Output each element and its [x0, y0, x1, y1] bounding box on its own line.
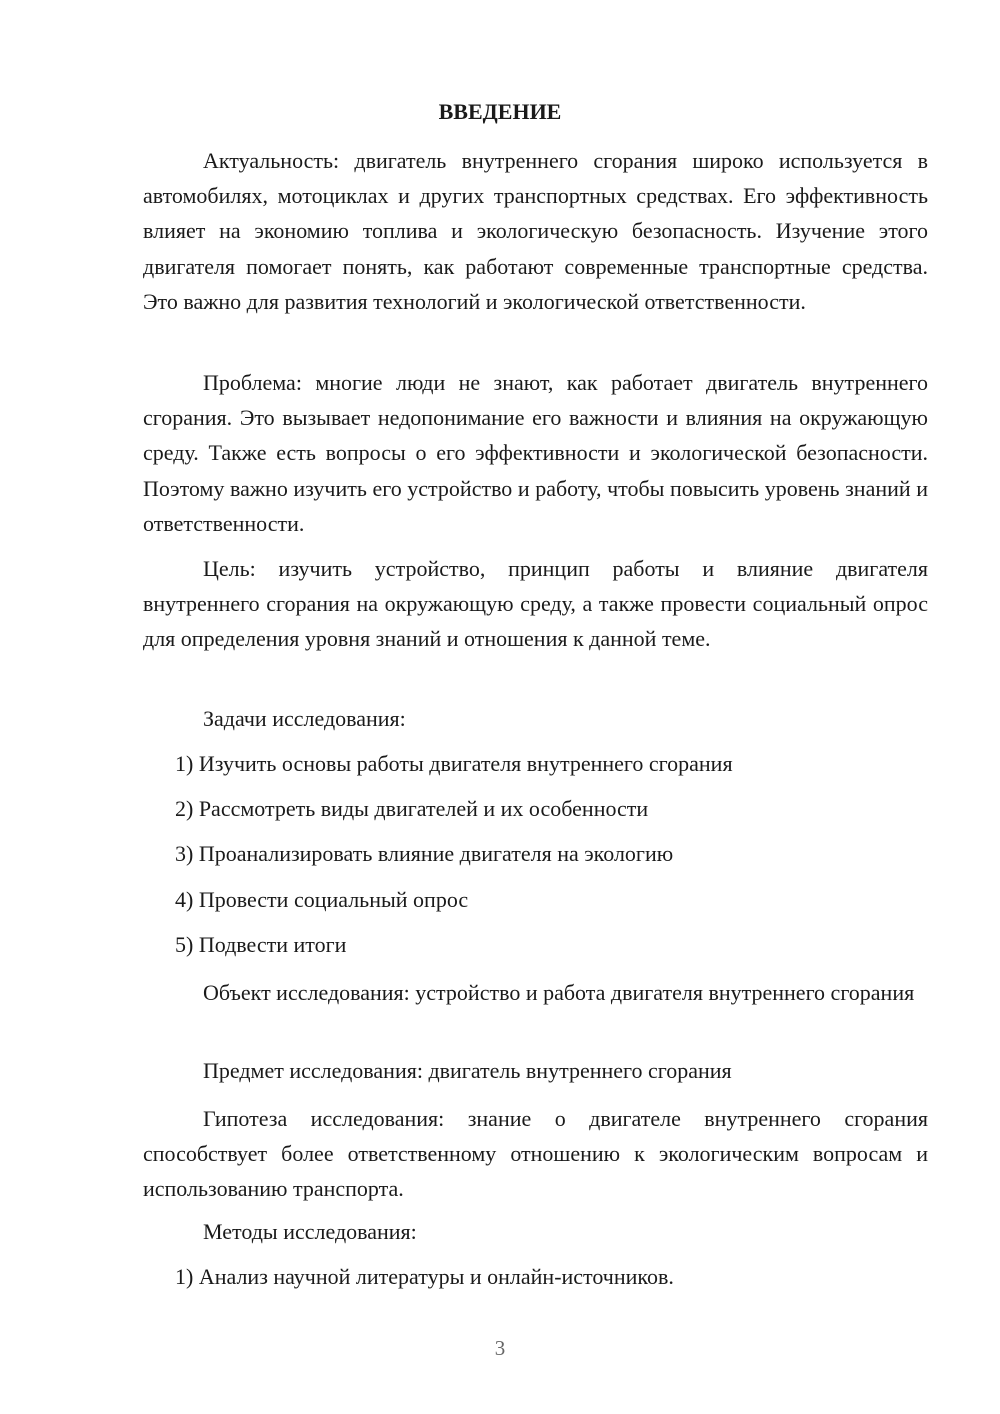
method-item-1: 1) Анализ научной литературы и онлайн-источников. [175, 1264, 674, 1289]
task-item-5: 5) Подвести итоги [175, 932, 347, 957]
page-number: 3 [494, 1336, 506, 1360]
paragraph-relevance: Актуальность: двигатель внутреннего сгорания широко используется в автомобилях, мотоциклах и других транспортных средствах. Его эффективность влияет на экономию топлива и экологическую безопасность. Изучение этого двигателя помогает понять, как работают современные транспортные средства. Это важно для развития технологий и экологической ответственности. [143, 148, 928, 314]
paragraph-hypothesis: Гипотеза исследования: знание о двигателе внутреннего сгорания способствует более ответственному отношению к экологическим вопросам и использованию транспорта. [143, 1106, 928, 1202]
page-title: ВВЕДЕНИЕ [438, 99, 562, 124]
paragraph-problem: Проблема: многие люди не знают, как работает двигатель внутреннего сгорания. Это вызывает недопонимание его важности и влияния на окружающую среду. Также есть вопросы о его эффективности и экологической безопасности. Поэтому важно изучить его устройство и работу, чтобы повысить уровень знаний и ответственности. [143, 370, 928, 536]
methods-heading: Методы исследования: [203, 1219, 417, 1244]
subject-line: Предмет исследования: двигатель внутреннего сгорания [203, 1058, 732, 1083]
paragraph-object: Объект исследования: устройство и работа двигателя внутреннего сгорания [203, 980, 915, 1005]
tasks-heading: Задачи исследования: [203, 706, 406, 731]
task-item-2: 2) Рассмотреть виды двигателей и их особенности [175, 796, 649, 821]
task-item-3: 3) Проанализировать влияние двигателя на экологию [175, 841, 674, 866]
task-item-1: 1) Изучить основы работы двигателя внутреннего сгорания [175, 751, 733, 776]
task-item-4: 4) Провести социальный опрос [175, 887, 469, 912]
paragraph-goal: Цель: изучить устройство, принцип работы и влияние двигателя внутреннего сгорания на окружающую среду, а также провести социальный опрос для определения уровня знаний и отношения к данной теме. [143, 556, 928, 652]
